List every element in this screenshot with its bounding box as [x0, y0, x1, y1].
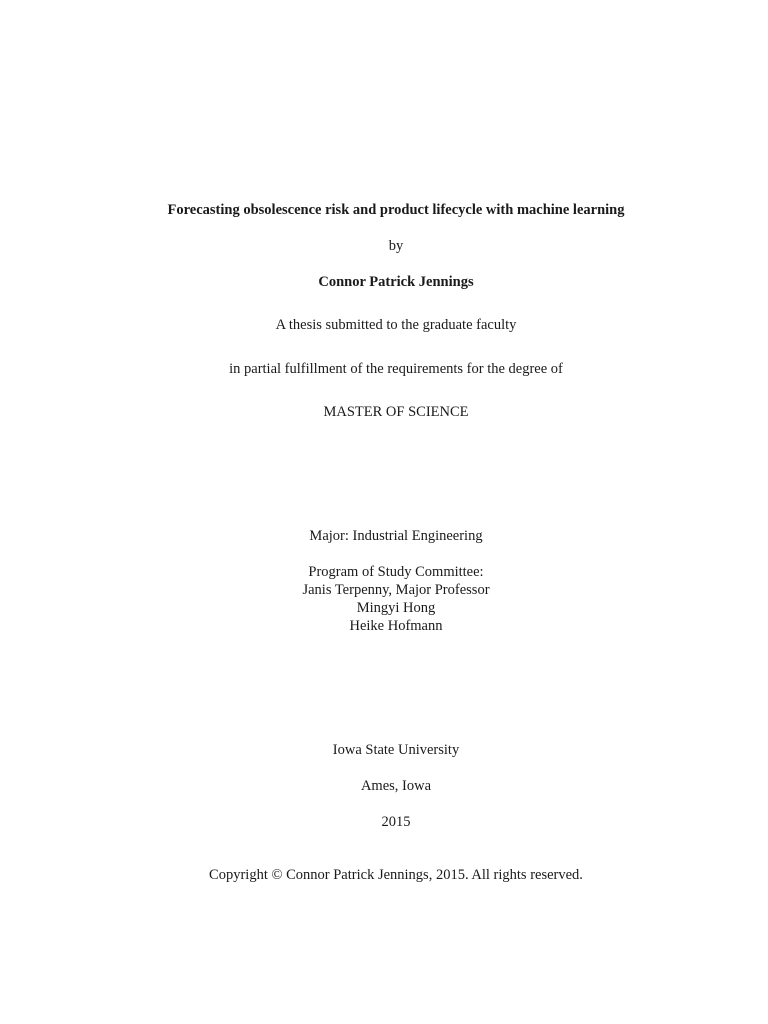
- committee-member: Mingyi Hong: [356, 600, 436, 616]
- university-location: Ames, Iowa: [360, 778, 432, 794]
- author-name: Connor Patrick Jennings: [318, 274, 474, 290]
- committee-member-major-professor: Janis Terpenny, Major Professor: [302, 582, 490, 598]
- submission-line-2: in partial fulfillment of the requirements for the degree of: [229, 361, 563, 377]
- university-name: Iowa State University: [332, 742, 460, 758]
- thesis-title: Forecasting obsolescence risk and product lifecycle with machine learning: [167, 202, 625, 218]
- degree-name: MASTER OF SCIENCE: [323, 404, 469, 420]
- submission-year: 2015: [381, 814, 411, 830]
- major-field: Major: Industrial Engineering: [309, 528, 483, 544]
- submission-line-1: A thesis submitted to the graduate faculty: [275, 317, 517, 333]
- by-label: by: [388, 238, 404, 254]
- copyright-notice: Copyright © Connor Patrick Jennings, 2015. All rights reserved.: [209, 867, 583, 883]
- committee-heading: Program of Study Committee:: [308, 564, 484, 580]
- committee-member: Heike Hofmann: [349, 618, 443, 634]
